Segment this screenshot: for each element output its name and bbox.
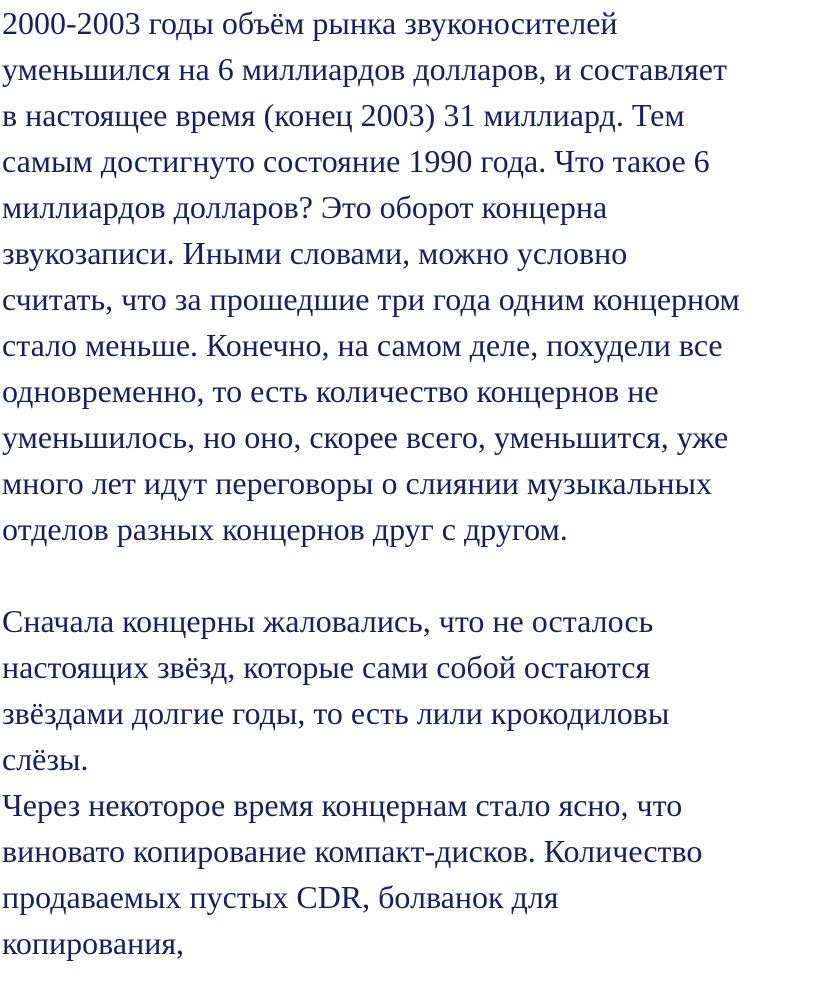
text-line: считать, что за прошедшие три года одним концерном — [2, 281, 740, 317]
text-line: звукозаписи. Иными словами, можно условно — [2, 235, 628, 271]
text-line: отделов разных концернов друг с другом. — [2, 511, 568, 547]
text-line: Через некоторое время концернам стало ясно, что — [2, 787, 683, 823]
text-line: 2000-2003 годы объём рынка звуконосителей — [2, 5, 618, 41]
paragraph-cd-copying — [2, 782, 812, 966]
text-line: продаваемых пустых CDR, болванок для — [2, 879, 559, 915]
text-line: Сначала концерны жаловались, что не осталось — [2, 603, 654, 639]
text-line: одновременно, то есть количество концернов не — [2, 373, 659, 409]
document-page — [2, 0, 812, 966]
text-line: настоящих звёзд, которые сами собой остаются — [2, 649, 651, 685]
paragraph-spacer — [2, 552, 812, 598]
text-line: звёздами долгие годы, то есть лили крокодиловы — [2, 695, 670, 731]
text-line: самым достигнуто состояние 1990 года. Что такое 6 — [2, 143, 710, 179]
text-line: слёзы. — [2, 741, 89, 777]
text-line: копирования, — [2, 925, 185, 961]
text-line: в настоящее время (конец 2003) 31 миллиард. Тем — [2, 97, 685, 133]
paragraph-no-stars — [2, 598, 812, 782]
text-line: много лет идут переговоры о слиянии музыкальных — [2, 465, 713, 501]
text-line: миллиардов долларов? Это оборот концерна — [2, 189, 608, 225]
text-line: виновато копирование компакт-дисков. Количество — [2, 833, 703, 869]
text-line: уменьшился на 6 миллиардов долларов, и составляет — [2, 51, 727, 87]
text-line: уменьшилось, но оно, скорее всего, уменьшится, уже — [2, 419, 729, 455]
text-line: стало меньше. Конечно, на самом деле, похудели все — [2, 327, 723, 363]
paragraph-market-decline — [2, 0, 812, 552]
